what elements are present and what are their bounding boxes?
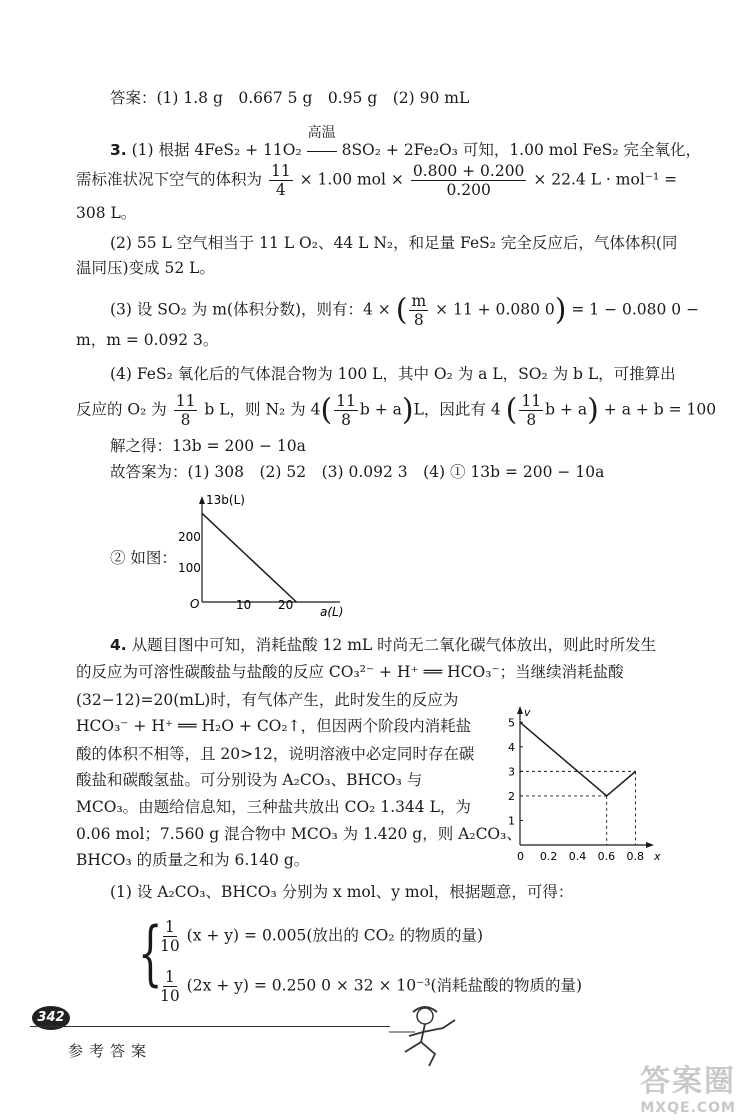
q3-line-1: 3. (1) 根据 4FeS₂ + 11O₂ 高温 8SO₂ + 2Fe₂O₃ 可知，1.00 mol FeS₂ 完全氧化， [110,125,702,159]
q4-number: 4. [110,636,127,654]
equation-brace: { [138,912,163,994]
y-axis-label: 13b(L) [206,493,245,507]
q3-line-8: (4) FeS₂ 氧化后的气体混合物为 100 L，其中 O₂ 为 a L，SO₂ 为 b L，可推算出 [110,365,676,383]
q4-line-1: 4. 从题目图中可知，消耗盐酸 12 mL 时尚无二氧化碳气体放出，则此时所发生 [110,636,657,654]
q3-line-9: 反应的 O₂ 为 $\frac{11}{8}$ b L，则 N₂ 为 4( $\frac{11}{8}$ b + a)L，因此有 4 ( $\frac{11}{8}$ b + a) + a + b = 100 [76,392,717,429]
line-chart-13b-vs-a [170,492,350,617]
q4-line-10: (1) 设 A₂CO₃、BHCO₃ 分别为 x mol、y mol，根据题意，可得： [110,883,574,901]
decorative-figure-illustration [385,1002,475,1072]
fraction: $\frac{11}{8}$ [521,392,542,429]
equation-1: $\frac{1}{10}$ (x + y) = 0.005(放出的 CO₂ 的物质的量) [160,918,484,955]
data-line [202,513,296,602]
x-tick-label: 0.8 [626,850,645,863]
x-axis-label: a(L) [320,605,344,617]
x-axis-label: x [654,850,661,863]
y-tick-label: 1 [508,814,515,828]
x-tick-label: 0.4 [568,850,587,863]
q4-line-7: MCO₃。由题给信息知，三种盐共放出 CO₂ 1.344 L，为 [76,798,471,816]
y-tick-label: 3 [508,765,515,779]
watermark: 答案圈 MXQE.COM [640,1064,736,1116]
q4-line-6: 酸盐和碳酸氢盐。可分别设为 A₂CO₃、BHCO₃ 与 [76,771,423,789]
q3-line-2: 需标准状况下空气的体积为 $\frac{11}{4}$ × 1.00 mol × $\frac{0.800 + 0.200}{0.200}$ × 22.4 L · mol⁻¹ = [76,162,678,199]
fraction: $\frac{11}{8}$ [336,392,356,429]
reaction-condition: 高温 [307,140,337,160]
x-tick-label: 20 [278,598,294,612]
fraction: $\frac{0.800 + 0.200}{0.200}$ [412,162,525,199]
q3-line-6: (3) 设 SO₂ 为 m(体积分数)，则有：4 × ( $\frac{m}{8}$ × 11 + 0.080 0) = 1 − 0.080 0 − [110,292,700,329]
x-tick-label: 10 [236,598,252,612]
q3-line-10: 解之得：13b = 200 − 10a [110,437,306,455]
equation-2: $\frac{1}{10}$ (2x + y) = 0.250 0 × 32 × 10⁻³(消耗盐酸的物质的量) [160,968,583,1005]
q3-line-7: m，m = 0.092 3。 [76,331,219,349]
q4-line-9: BHCO₃ 的质量之和为 6.140 g。 [76,851,310,869]
q3-number: 3. [110,141,127,159]
q4-line-3: (32−12)=20(mL)时，有气体产生，此时发生的反应为 [76,691,459,709]
x-tick-label: 0.6 [597,850,616,863]
q4-line-5: 酸的体积不相等，且 20>12，说明溶液中必定同时存在碳 [76,745,475,763]
fraction: $\frac{1}{10}$ [160,968,180,1005]
y-tick-label: 100 [178,561,201,575]
q4-line-4: HCO₃⁻ + H⁺ ══ H₂O + CO₂↑，但因两个阶段内消耗盐 [76,717,472,735]
footer-label: 参考答案 [68,1042,153,1060]
q3-line-5: 温同压)变成 52 L。 [76,259,215,277]
origin-label: O [190,597,200,611]
q3-line-3: 308 L。 [76,204,137,222]
footer-divider [30,1026,390,1027]
x-tick-label: 0.2 [539,850,558,863]
y-axis-arrow [199,496,205,504]
y-axis-label: v [524,706,531,719]
y-axis-arrow [517,706,523,714]
fraction: $\frac{m}{8}$ [411,292,427,329]
q4-line-8: 0.06 mol；7.560 g 混合物中 MCO₃ 为 1.420 g，则 A₂CO₃、 [76,825,522,843]
q3-line-4: (2) 55 L 空气相当于 11 L O₂、44 L N₂，和足量 FeS₂ 完全反应后，气体体积(同 [110,234,678,252]
fraction: $\frac{11}{4}$ [270,162,291,199]
x-axis-arrow [646,842,654,848]
y-tick-label: 2 [508,789,515,803]
y-tick-label: 4 [508,740,515,754]
fraction: $\frac{1}{10}$ [160,918,180,955]
page-number: 342 [32,1006,70,1030]
y-tick-label: 200 [178,530,201,544]
line-chart-v-vs-x [500,702,670,864]
q3-line-11: 故答案为：(1) 308 (2) 52 (3) 0.092 3 (4) ① 13b = 200 − 10a [110,463,605,481]
answer-line: 答案：(1) 1.8 g 0.667 5 g 0.95 g (2) 90 mL [110,89,470,107]
q4-line-2: 的反应为可溶性碳酸盐与盐酸的反应 CO₃²⁻ + H⁺ ══ HCO₃⁻；当继续消耗盐酸 [76,663,624,681]
x-tick-label: 0 [517,850,524,863]
fraction: $\frac{11}{8}$ [175,392,196,429]
q3-line-12: ② 如图： [110,549,177,567]
data-line [520,722,636,796]
y-tick-label: 5 [508,716,515,730]
